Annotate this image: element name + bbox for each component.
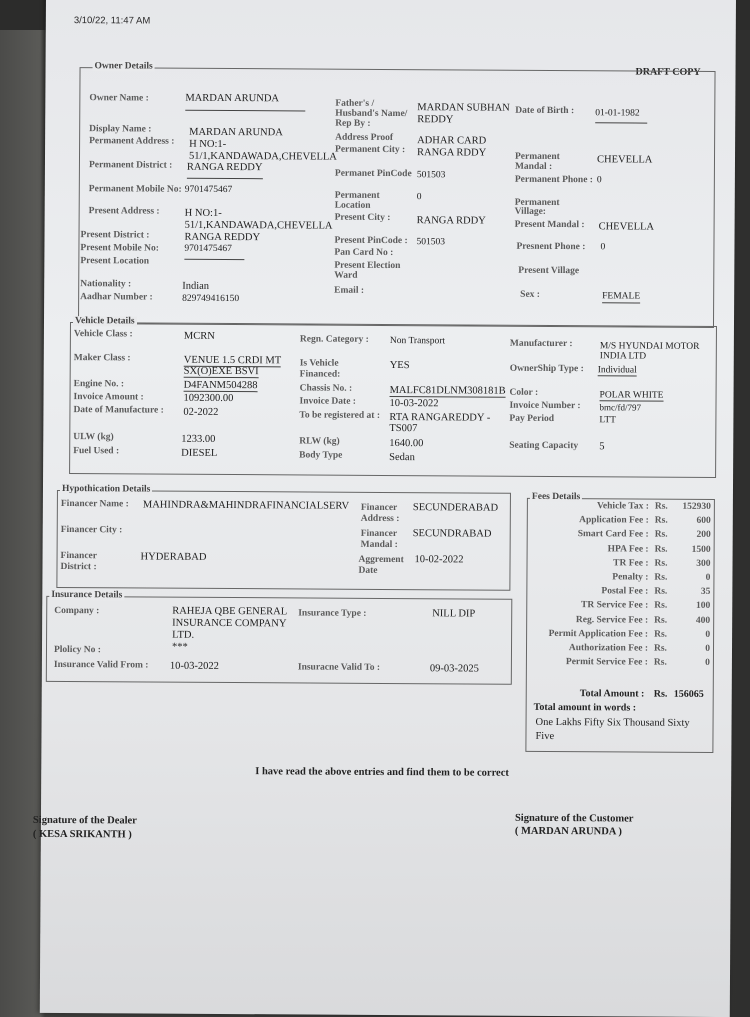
perm-address-1: H NO:1- xyxy=(189,138,227,150)
fees-legend: Fees Details xyxy=(531,491,581,503)
fee-rs: Rs. xyxy=(653,643,667,654)
fuel-used: DIESEL xyxy=(181,447,218,459)
invoice-date-label: Invoice Date : xyxy=(299,396,357,407)
financer-district-label-1: Financer xyxy=(60,550,98,562)
perm-district-label: Permanent District : xyxy=(88,160,173,171)
valid-from: 10-03-2022 xyxy=(169,660,219,672)
fee-amount: 152930 xyxy=(682,501,711,512)
fee-label: Application Fee : xyxy=(579,515,649,526)
perm-mobile: 9701475467 xyxy=(184,184,233,196)
fee-amount: 0 xyxy=(705,629,711,640)
invoice-amount-label: Invoice Amount : xyxy=(73,392,144,403)
perm-city-label: Permanent City : xyxy=(335,144,406,156)
perm-phone: 0 xyxy=(596,175,602,186)
present-location-label: Present Location xyxy=(80,256,150,267)
owner-name: MARDAN ARUNDA xyxy=(185,93,305,112)
ownership-label: OwnerShip Type : xyxy=(509,363,584,375)
present-pincode-label: Present PinCode : xyxy=(334,235,408,247)
agreement-date-label-2: Date xyxy=(358,565,378,576)
ownership-type: Individual xyxy=(597,365,637,376)
fee-amount: 0 xyxy=(705,572,711,583)
engine-no: D4FANM504288 xyxy=(183,379,258,392)
fee-label: HPA Fee : xyxy=(607,543,649,555)
fee-rs: Rs. xyxy=(654,558,668,569)
insurance-legend: Insurance Details xyxy=(51,589,123,601)
fee-rs: Rs. xyxy=(653,657,667,668)
amount-words-label: Total amount in words : xyxy=(533,701,637,714)
perm-city: RANGA RDDY xyxy=(417,147,487,159)
insurance-type-label: Insurance Type : xyxy=(298,608,367,619)
financer-city-label: Financer City : xyxy=(60,524,123,536)
display-name-label: Display Name : xyxy=(89,124,152,135)
father-label-3: Rep By : xyxy=(335,118,371,129)
customer-name: ( MARDAN ARUNDA ) xyxy=(514,825,622,838)
fee-rs: Rs. xyxy=(654,601,668,612)
aadhar-label: Aadhar Number : xyxy=(80,292,153,303)
present-address-2: 51/1,KANDAWADA,CHEVELLA xyxy=(184,219,333,232)
email-label: Email : xyxy=(334,285,365,296)
perm-location-label-1: Permanent xyxy=(334,190,380,201)
father-label-2: Husband's Name/ xyxy=(335,108,408,120)
perm-phone-label: Permanent Phone : xyxy=(514,174,594,186)
vehicle-class: MCRN xyxy=(183,330,215,342)
dob-label: Date of Birth : xyxy=(515,105,575,117)
perm-village-label-2: Village: xyxy=(514,206,547,217)
financer-mandal: SECUNDRABAD xyxy=(412,528,492,540)
invoice-date: 10-03-2022 xyxy=(389,397,439,410)
policy-number: *** xyxy=(171,641,188,653)
policy-label: Plolicy No : xyxy=(53,644,101,656)
vehicle-details-legend: Vehicle Details xyxy=(74,316,135,327)
display-name: MARDAN ARUNDA xyxy=(189,126,283,139)
fee-label: TR Fee : xyxy=(613,558,649,569)
chassis-no: MALFC81DLNM308181B xyxy=(389,384,506,397)
rlw-label: RLW (kg) xyxy=(299,436,340,447)
regn-category: Non Transport xyxy=(389,335,446,347)
manufacturer-1: M/S HYUNDAI MOTOR xyxy=(599,341,700,352)
seating-capacity: 5 xyxy=(599,441,605,453)
dealer-name: ( KESA SRIKANTH ) xyxy=(32,828,132,841)
financer-district-label-2: District : xyxy=(60,561,97,573)
sex-label: Sex : xyxy=(520,289,540,300)
fee-label: Reg. Service Fee : xyxy=(575,614,649,626)
perm-address-2: 51/1,KANDAWADA,CHEVELLA xyxy=(188,150,337,163)
maker-class-2: SX(O)EXE BSVI xyxy=(183,365,259,378)
valid-from-label: Insurance Valid From : xyxy=(53,659,149,671)
fee-amount: 1500 xyxy=(691,544,711,555)
fee-amount: 35 xyxy=(700,587,711,598)
ulw-value: 1233.00 xyxy=(181,433,216,445)
amount-words-1: One Lakhs Fifty Six Thousand Sixty xyxy=(535,716,690,729)
financed-label-2: Financed: xyxy=(299,369,341,380)
manufacture-date: 02-2022 xyxy=(183,406,219,418)
fee-amount: 0 xyxy=(705,658,710,669)
owner-details-box xyxy=(78,61,716,328)
perm-mobile-label: Permanent Mobile No: xyxy=(88,184,182,195)
fee-rs: Rs. xyxy=(654,629,668,640)
address-proof-label: Address Proof xyxy=(335,132,394,144)
financer-district: HYDERABAD xyxy=(140,551,207,563)
maker-class-label: Maker Class : xyxy=(73,353,131,364)
fee-amount: 400 xyxy=(695,615,711,626)
present-mandal-label: Present Mandal : xyxy=(514,219,585,231)
present-city-label: Present City : xyxy=(334,212,391,224)
father-label-1: Father's / xyxy=(335,98,375,109)
maker-class-1: VENUE 1.5 CRDI MT xyxy=(183,354,282,367)
registered-at-1: RTA RANGAREDDY - xyxy=(389,411,491,424)
fee-rs: Rs. xyxy=(654,586,668,597)
manufacture-date-label: Date of Manufacture : xyxy=(73,405,164,416)
ulw-label: ULW (kg) xyxy=(73,432,114,443)
body-type: Sedan xyxy=(389,451,415,464)
declaration-text: I have read the above entries and find them to be correct xyxy=(255,766,509,779)
vehicle-class-label: Vehicle Class : xyxy=(73,329,133,340)
financer-mandal-label-1: Financer xyxy=(360,528,398,540)
company-2: INSURANCE COMPANY xyxy=(172,617,287,630)
father-name: MARDAN SUBHAN xyxy=(417,102,510,114)
fee-rs: Rs. xyxy=(654,544,668,555)
fee-amount: 100 xyxy=(695,601,711,612)
financer-mandal-label-2: Mandal : xyxy=(360,539,398,551)
election-ward-label-2: Ward xyxy=(334,270,358,281)
fee-label: Smart Card Fee : xyxy=(577,529,649,540)
dob-value: 01-01-1982 xyxy=(595,108,647,123)
present-village-label: Present Village xyxy=(518,265,580,277)
perm-location: 0 xyxy=(416,192,422,203)
company-label: Company : xyxy=(54,605,100,617)
registered-at-2: TS007 xyxy=(389,422,418,435)
sex-value: FEMALE xyxy=(602,291,641,302)
present-mobile-label: Present Mobile No: xyxy=(80,243,159,254)
seating-label: Seating Capacity xyxy=(509,440,579,452)
present-mandal: CHEVELLA xyxy=(598,221,655,233)
fee-amount: 300 xyxy=(696,558,711,569)
total-amount-label: Total Amount : xyxy=(579,688,645,700)
perm-location-label-2: Location xyxy=(334,200,371,211)
perm-pincode-label: Permanet PinCode xyxy=(334,168,412,180)
valid-to-label: Insuracne Valid To : xyxy=(297,662,381,673)
fee-rs: Rs. xyxy=(654,530,668,541)
perm-mandal: CHEVELLA xyxy=(596,154,653,166)
perm-address-label: Permanent Address : xyxy=(89,136,175,147)
hypothication-legend: Hypothication Details xyxy=(61,483,151,495)
insurance-type: NILL DIP xyxy=(432,608,476,620)
financer-address: SECUNDERABAD xyxy=(412,502,499,514)
total-rs: Rs. xyxy=(653,688,668,700)
valid-to: 09-03-2025 xyxy=(429,663,479,675)
amount-words-2: Five xyxy=(535,730,555,743)
present-pincode: 501503 xyxy=(416,237,446,248)
chassis-label: Chassis No. : xyxy=(299,383,353,394)
total-amount: 156065 xyxy=(673,688,704,700)
fee-amount: 0 xyxy=(705,643,711,654)
present-mobile: 9701475467 xyxy=(184,244,244,260)
fee-label: Permit Application Fee : xyxy=(548,628,649,640)
present-address-1: H NO:1- xyxy=(184,207,222,219)
agreement-date-label-1: Aggrement xyxy=(358,554,404,566)
fee-label: Permit Service Fee : xyxy=(565,657,648,668)
color-value: POLAR WHITE xyxy=(599,390,664,401)
fee-label: Vehicle Tax : xyxy=(596,501,649,512)
manufacturer-2: INDIA LTD xyxy=(599,351,647,362)
present-phone: 0 xyxy=(600,242,606,253)
financer-name-label: Financer Name : xyxy=(60,498,129,510)
owner-name-label: Owner Name : xyxy=(89,93,149,104)
pan-card-label: Pan Card No : xyxy=(334,247,394,259)
invoice-amount: 1092300.00 xyxy=(183,392,234,405)
is-financed: YES xyxy=(389,359,410,372)
company-3: LTD. xyxy=(172,629,195,641)
present-city: RANGA RDDY xyxy=(416,215,486,227)
financed-label-1: Is Vehicle xyxy=(299,358,339,369)
aadhar-number: 829749416150 xyxy=(182,293,240,305)
document-page xyxy=(32,0,736,1017)
company-1: RAHEJA QBE GENERAL xyxy=(172,605,288,618)
nationality: Indian xyxy=(182,280,210,292)
owner-details-legend: Owner Details xyxy=(94,61,153,72)
print-timestamp: 3/10/22, 11:47 AM xyxy=(73,15,151,27)
election-ward-label-1: Present Election xyxy=(334,260,401,272)
present-district-label: Present District : xyxy=(80,230,150,241)
pay-period-label: Pay Period xyxy=(509,413,555,425)
fee-amount: 200 xyxy=(696,530,711,541)
fee-rs: Rs. xyxy=(654,615,668,626)
fee-label: Authorization Fee : xyxy=(568,643,649,654)
pay-period: LTT xyxy=(599,415,616,426)
invoice-number: bmc/fd/797 xyxy=(599,402,642,413)
fee-rs: Rs. xyxy=(654,501,668,512)
nationality-label: Nationality : xyxy=(80,279,132,290)
fee-label: TR Service Fee : xyxy=(580,600,649,611)
fee-label: Postal Fee : xyxy=(601,586,649,597)
perm-mandal-label-2: Mandal : xyxy=(514,161,553,172)
fuel-label: Fuel Used : xyxy=(73,446,120,457)
fee-label: Penalty : xyxy=(612,572,649,583)
fee-rs: Rs. xyxy=(654,572,668,583)
father-name-2: REDDY xyxy=(417,114,454,126)
present-address-label: Present Address : xyxy=(88,206,160,217)
color-label: Color : xyxy=(509,387,539,398)
invoice-number-label: Invoice Number : xyxy=(509,400,581,412)
dealer-signature-label: Signature of the Dealer xyxy=(32,814,137,827)
rlw-value: 1640.00 xyxy=(389,437,424,450)
agreement-date: 10-02-2022 xyxy=(414,554,464,566)
fee-amount: 600 xyxy=(696,516,711,527)
customer-signature-label: Signature of the Customer xyxy=(514,812,634,825)
address-proof: ADHAR CARD xyxy=(417,135,487,147)
engine-label: Engine No. : xyxy=(73,379,125,390)
financer-name: MAHINDRA&MAHINDRAFINANCIALSERV xyxy=(142,499,350,512)
draft-copy-label: DRAFT COPY xyxy=(635,66,701,78)
present-phone-label: Presnent Phone : xyxy=(516,241,586,253)
perm-pincode: 501503 xyxy=(416,170,446,181)
body-type-label: Body Type xyxy=(299,450,343,461)
registered-at-label: To be registered at : xyxy=(299,410,381,421)
fee-rs: Rs. xyxy=(654,515,668,526)
perm-village-label-1: Permanent xyxy=(514,197,560,209)
regn-category-label: Regn. Category : xyxy=(299,334,369,345)
present-district: RANGA REDDY xyxy=(184,231,261,244)
perm-district: RANGA REDDY xyxy=(187,162,263,179)
financer-address-label-2: Address : xyxy=(360,513,400,525)
financer-address-label-1: Financer xyxy=(360,502,398,514)
perm-mandal-label-1: Permanent xyxy=(514,151,560,163)
manufacturer-label: Manufacturer : xyxy=(509,338,573,350)
